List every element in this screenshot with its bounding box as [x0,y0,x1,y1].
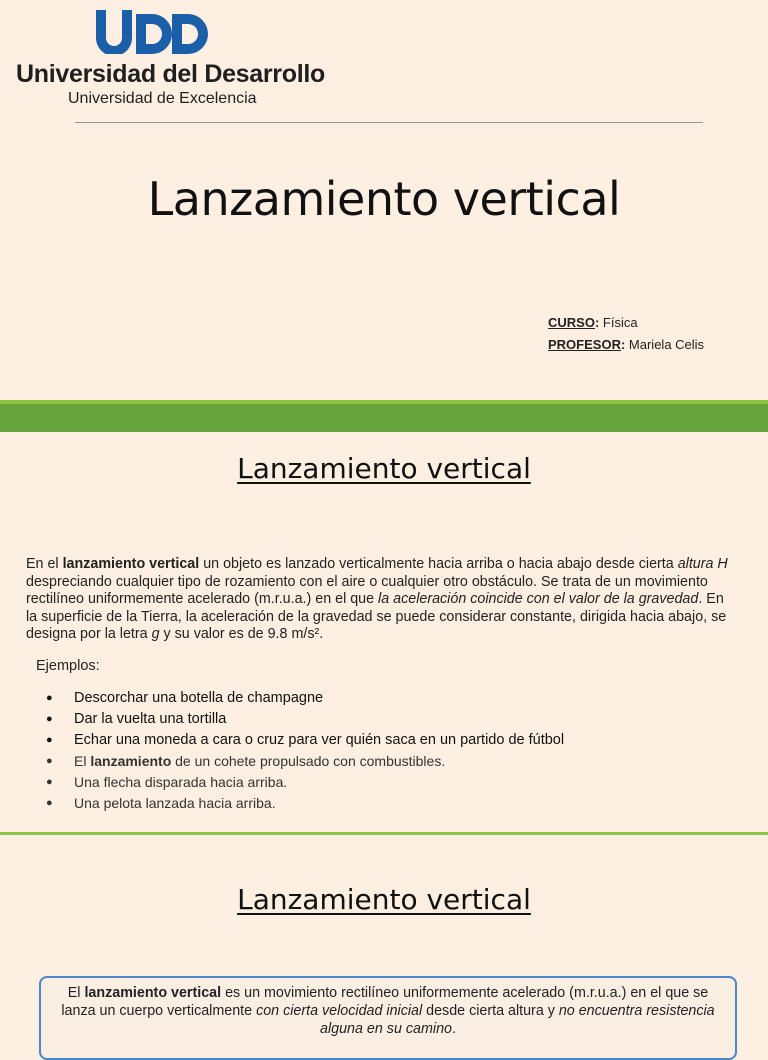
institution-tagline: Universidad de Excelencia [68,90,257,107]
slide-title: Lanzamiento vertical [237,452,531,485]
cover-slide [0,0,768,400]
list-item: ● Descorchar una botella de champagne [46,688,564,709]
udd-logo [14,8,325,108]
professor-line: PROFESOR: Mariela Celis [548,337,705,352]
cover-title: Lanzamiento vertical [147,172,621,226]
examples-list [46,688,564,814]
list-item: ● Echar una moneda a cara o cruz para ver quién saca en un partido de fútbol [46,730,564,751]
definition-paragraph: En el lanzamiento vertical un objeto es lanzado verticalmente hacia arriba o hacia abajo desde cierta altura H despreciando cualquier tipo de rozamiento con el aire o cualquier otro obstáculo. Se trata de un movimiento rectilíneo uniformemente acelerado (m.r.u.a.) en el que la aceleración coincide con el valor de la gravedad. En la superficie de la Tierra, la aceleración de la gravedad se puede considerar constante, dirigida hacia abajo, se designa por la letra g y su valor es de 9.8 m/s². [26,556,728,642]
list-item: ● Dar la vuelta una tortilla [46,709,564,730]
course-line: CURSO: Física [548,315,638,330]
curso-value: Física [602,315,638,330]
profesor-label: PROFESOR [548,337,621,352]
udd-logo-mark-icon [94,10,212,54]
content-slide-2 [0,835,768,1037]
list-item: ● El lanzamiento de un cohete propulsado con combustibles. [46,751,564,772]
course-info [548,312,704,356]
list-item: ● Una flecha disparada hacia arriba. [46,772,564,793]
institution-name: Universidad del Desarrollo [16,60,325,88]
examples-label: Ejemplos: [36,658,100,674]
definition-box-text: El lanzamiento vertical es un movimiento rectilíneo uniformemente acelerado (m.r.u.a.) en el que se lanza un cuerpo verticalmente con cierta velocidad inicial desde cierta altura y no encuentra resistencia alguna en su camino. [61,985,715,1037]
list-item: ● Una pelota lanzada hacia arriba. [46,793,564,814]
profesor-value: Mariela Celis [628,337,705,352]
curso-label: CURSO [548,315,595,330]
slide-title: Lanzamiento vertical [237,883,531,916]
definition-box [39,976,737,1060]
header-rule [75,122,703,123]
green-band [0,404,768,432]
content-slide-1 [0,432,768,832]
